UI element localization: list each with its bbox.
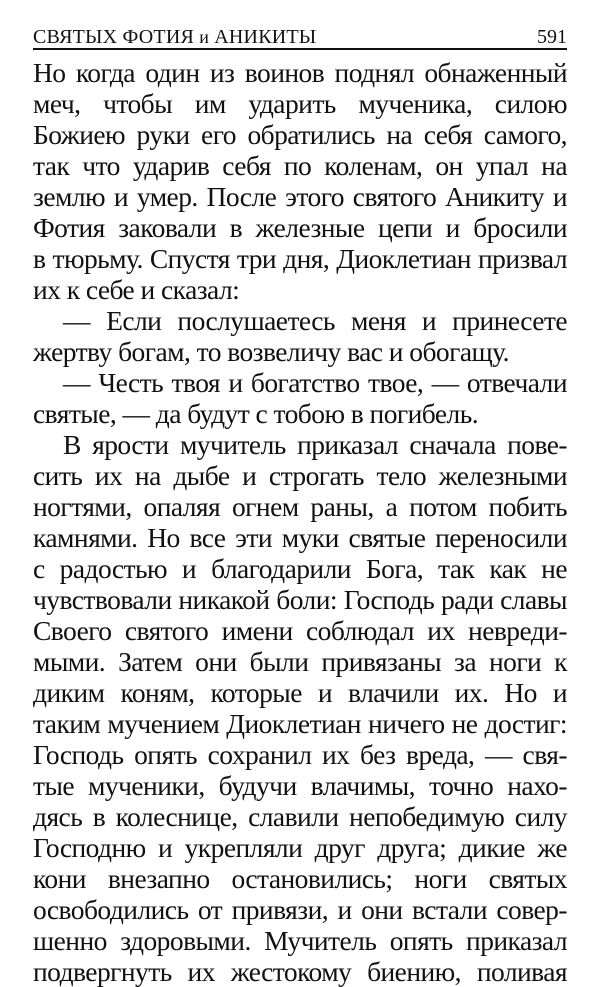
- text-line: Фотия заковали в железные цепи и бросили: [33, 212, 567, 243]
- text-line: меч, чтобы им ударить мученика, силою: [33, 88, 567, 119]
- text-line: освободились от привязи, и они встали совер-: [33, 894, 567, 925]
- text-line: их к себе и сказал:: [33, 274, 240, 305]
- text-line: таким мучением Диоклетиан ничего не достиг:: [33, 708, 567, 739]
- text-line: в тюрьму. Спустя три дня, Диоклетиан призвал: [33, 243, 567, 274]
- text-line: Господню и укрепляли друг друга; дикие же: [33, 832, 567, 863]
- text-line: Своего святого имени соблюдал их невреди-: [33, 615, 567, 646]
- text-line: святые, — да будут с тобою в погибель.: [33, 398, 479, 429]
- text-line: — Если послушаетесь меня и принесете: [63, 305, 567, 336]
- title-conjunction: и: [199, 27, 210, 47]
- text-line: — Честь твоя и богатство твое, — отвечали: [63, 367, 567, 398]
- text-line: камнями. Но все эти муки святые переносили: [33, 522, 567, 553]
- text-line: Но когда один из воинов поднял обнаженный: [33, 57, 567, 88]
- body-text: [33, 57, 567, 987]
- text-line: землю и умер. После этого святого Аникиту и: [33, 181, 567, 212]
- text-line: Божиею руки его обратились на себя самого,: [33, 119, 567, 150]
- title-part-1: СВЯТЫХ ФОТИЯ: [33, 26, 200, 48]
- text-line: дясь в колеснице, славили непобедимую силу: [33, 801, 567, 832]
- text-line: так что ударив себя по коленам, он упал на: [33, 150, 567, 181]
- text-line: тые мученики, будучи влачимы, точно нахо-: [33, 770, 567, 801]
- text-line: ногтями, опаляя огнем раны, а потом побить: [33, 491, 567, 522]
- text-line: чувствовали никакой боли: Господь ради славы: [33, 584, 567, 615]
- text-line: шенно здоровыми. Мучитель опять приказал: [33, 925, 567, 956]
- running-head-title: [33, 25, 316, 49]
- title-part-2: АНИКИТЫ: [209, 26, 317, 48]
- text-line: с радостью и благодарили Бога, так как не: [33, 553, 567, 584]
- text-line: Господь опять сохранил их без вреда, — свя-: [33, 739, 567, 770]
- text-line: В ярости мучитель приказал сначала пове-: [63, 429, 567, 460]
- page-number: 591: [537, 26, 567, 48]
- text-line: подвергнуть их жестокому биению, поливая: [33, 956, 567, 987]
- text-line: сить их на дыбе и строгать тело железными: [33, 460, 567, 491]
- text-line: жертву богам, то возвеличу вас и обогащу.: [33, 336, 509, 367]
- text-line: диким коням, которые и влачили их. Но и: [33, 677, 567, 708]
- book-page: [33, 0, 567, 987]
- text-line: кони внезапно остановились; ноги святых: [33, 863, 567, 894]
- running-head: [33, 24, 567, 50]
- text-line: мыми. Затем они были привязаны за ноги к: [33, 646, 567, 677]
